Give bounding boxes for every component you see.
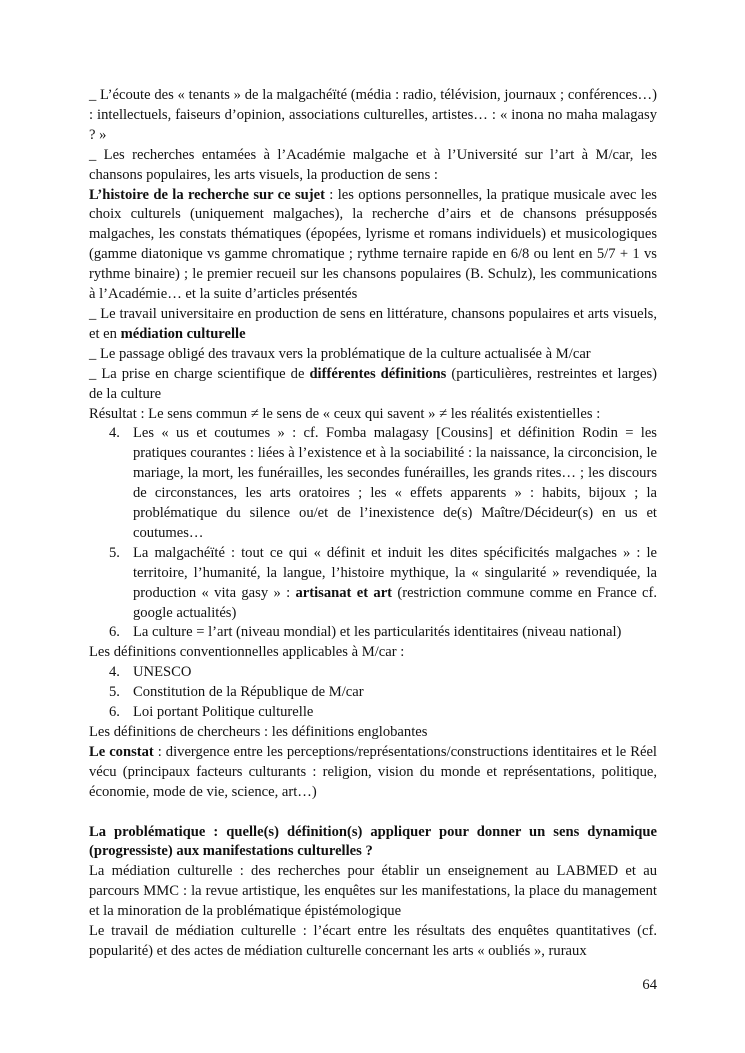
heading-problematique: La problématique : quelle(s) définition(s) appliquer pour donner un sens dynamique (progressiste) aux manifestations culturelles ?: [89, 823, 657, 860]
paragraph-ecoute: _ L’écoute des « tenants » de la malgachéïté (média : radio, télévision, journaux ; conférences…) : intellectuels, faiseurs d’opinion, associations culturelles, artistes… : « inona no maha malagasy ? »: [89, 87, 657, 143]
paragraph-travail-universitaire: [89, 305, 657, 345]
list-number: 6.: [109, 624, 120, 641]
list-item-text: Loi portant Politique culturelle: [133, 704, 314, 721]
list-item: [89, 663, 657, 683]
paragraph-spacer: [89, 803, 657, 823]
paragraph-travail-mediation: Le travail de médiation culturelle : l’écart entre les résultats des enquêtes quantitatives (cf. popularité) et des actes de médiation culturelle concernant les arts « oubliés », ruraux: [89, 923, 657, 959]
term-differentes-definitions: différentes définitions: [309, 365, 447, 382]
paragraph-constat: [89, 743, 657, 803]
paragraph-passage: _ Le passage obligé des travaux vers la problématique de la culture actualisée à M/car: [89, 345, 591, 362]
list-item-text: La culture = l’art (niveau mondial) et les particularités identitaires (niveau national): [133, 624, 622, 641]
list-number: 4.: [109, 664, 120, 681]
list-item-text-rest: (restriction commune comme en France cf. google actualités): [133, 584, 657, 621]
list-item-text: UNESCO: [133, 664, 192, 681]
list-item: [89, 544, 657, 624]
page-number: 64: [642, 977, 657, 993]
list-number: 5.: [109, 544, 120, 561]
paragraph-histoire-text: : les options personnelles, la pratique musicale avec les choix culturels (uniquement malgaches), la recherche d’airs et de chansons présupposés malgaches, les constats thématiques (épopées, lyrisme et romans individuels) et musicologiques (gamme diatonique vs gamme chromatique ; rythme ternaire rapide en 6/8 ou lent en 5/7 + 1 vs rythme binaire) ; le premier recueil sur les chansons populaires (B. Schulz), les communications à l’Académie… et la suite d’articles présentés: [89, 186, 657, 303]
term-artisanat-art: artisanat et art: [295, 584, 393, 601]
heading-constat: Le constat: [89, 743, 154, 760]
document-page: [89, 86, 657, 962]
paragraph-constat-text: : divergence entre les perceptions/représentations/constructions identitaires et le Réel vécu (principaux facteurs culturants : religion, vision du monde et représentations, politique, économie, mode de vie, science, art…): [89, 743, 657, 800]
paragraph-prise-text: _ La prise en charge scientifique de: [89, 365, 310, 382]
paragraph-travail-text: _ Le travail universitaire en production de sens en littérature, chansons populaires et arts visuels, et en: [89, 305, 657, 342]
list-item: [89, 703, 657, 723]
paragraph-definitions-conventionnelles: Les définitions conventionnelles applicables à M/car :: [89, 644, 405, 661]
list-number: 5.: [109, 684, 120, 701]
conventional-list: [89, 663, 657, 723]
heading-histoire: L’histoire de la recherche sur ce sujet: [89, 186, 325, 203]
paragraph-mediation: La médiation culturelle : des recherches pour établir un enseignement au LABMED et au parcours MMC : la revue artistique, les enquêtes sur les manifestations, la place du management et la minoration de la problématique épistémologique: [89, 863, 657, 920]
paragraph-definitions-chercheurs: Les définitions de chercheurs : les définitions englobantes: [89, 724, 428, 740]
result-list: [89, 424, 657, 643]
list-item: [89, 623, 657, 643]
list-number: 4.: [109, 425, 120, 442]
list-number: 6.: [109, 704, 120, 721]
list-item-text: Constitution de la République de M/car: [133, 684, 364, 701]
paragraph-recherches: _ Les recherches entamées à l’Académie malgache et à l’Université sur l’art à M/car, les chansons populaires, les arts visuels, la production de sens :: [89, 146, 657, 183]
paragraph-problematique: [89, 823, 657, 863]
paragraph-resultat: Résultat : Le sens commun ≠ le sens de « ceux qui savent » ≠ les réalités existentielles :: [89, 405, 601, 422]
paragraph-prise-en-charge: [89, 365, 657, 405]
paragraph-histoire: [89, 186, 657, 305]
list-item: [89, 424, 657, 543]
list-item-text: Les « us et coutumes » : cf. Fomba malagasy [Cousins] et définition Rodin = les pratiques courantes : liées à l’existence et à la sociabilité : la naissance, la circoncision, le mariage, la mort, les funérailles, les secondes funérailles, les grands rites… ; les discours de circonstances, les arts oratoires ; les « effets apparents » : habits, bijoux ; la problématique du silence ou/et de l’inexistence de(s) Maître/Décideur(s) en us et coutumes…: [133, 425, 657, 541]
list-item-text: La malgachéïté : tout ce qui « définit et induit les dites spécificités malgaches » : le territoire, l’humanité, la langue, l’histoire mythique, la « singularité » revendiquée, la production « vita gasy » :: [133, 544, 657, 601]
term-mediation-culturelle: médiation culturelle: [120, 325, 246, 342]
list-item: [89, 683, 657, 703]
paragraph-prise-rest: (particulières, restreintes et larges) de la culture: [89, 365, 657, 402]
